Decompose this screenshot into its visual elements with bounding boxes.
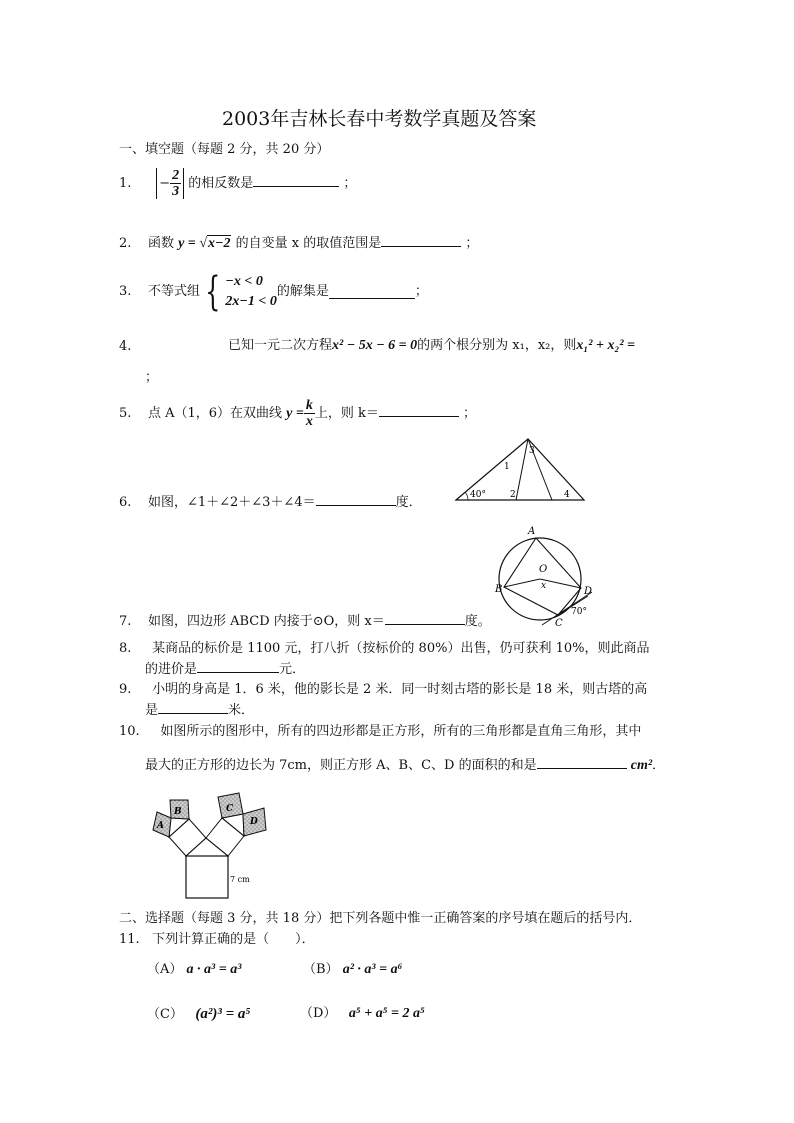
q4-pre: 已知一元二次方程 [228, 338, 333, 353]
inscribed-quadrilateral [504, 538, 581, 615]
q8-answer-blank[interactable] [197, 660, 279, 673]
q1-number: 1. [119, 176, 132, 191]
question-10 [119, 724, 641, 740]
q1-end: ； [343, 176, 357, 191]
q2-number: 2. [119, 236, 132, 251]
q11-option-A[interactable] [147, 962, 241, 978]
figure-q6-triangle [452, 436, 588, 506]
q8-line1: 某商品的标价是 1100 元，打八折（按标价的 80%）出售，仍可获利 10%，则此商品 [152, 641, 650, 656]
q6-number: 6. [119, 495, 132, 510]
q10-end: ． [652, 758, 666, 773]
q10-unit: cm² [630, 758, 653, 773]
question-4 [228, 338, 635, 354]
largest-square [186, 856, 228, 898]
question-1 [119, 168, 356, 199]
section1-header: 一、填空题（每题 2 分，共 20 分） [119, 142, 330, 157]
q8-line2-end: 元． [279, 662, 306, 677]
q10-line1: 如图所示的图形中，所有的四边形都是正方形，所有的三角形都是直角三角形，其中 [160, 724, 642, 739]
q1-absolute-value: − $\frac{2}{3}$ [156, 168, 184, 199]
q11-optD-label: （D） [300, 1006, 337, 1021]
q9-line2-end: 米． [228, 703, 255, 718]
fig7-label-D: D [584, 586, 593, 597]
figure-q10-squares [140, 790, 280, 902]
question-6 [119, 493, 422, 511]
q3-number: 3. [119, 284, 132, 299]
q3-line1: −x < 0 [225, 274, 263, 289]
page-title: 2003年吉林长春中考数学真题及答案 [222, 108, 537, 130]
q11-optA-expr: a · a³ = a³ [186, 962, 242, 977]
question-10-line2 [145, 756, 665, 774]
q4-number: 4. [119, 339, 132, 354]
q5-end: ； [463, 406, 477, 421]
q2-pre: 函数 [147, 236, 174, 251]
fig6-label-4: 4 [564, 490, 570, 500]
question-7 [119, 612, 491, 630]
figure-q7-circle [492, 522, 598, 628]
q9-line1: 小明的身高是 1．6 米，他的影长是 2 米．同一时刻古塔的影长是 18 米，则古塔的高 [152, 682, 648, 697]
question-5: 5. 点 A（1，6）在双曲线 y = $\frac{k}{x}$ 上，则 k＝ ； [119, 398, 477, 429]
q11-optA-label: （A） [147, 962, 183, 977]
q5-frac-den: x [305, 414, 313, 429]
question-9-line2 [145, 701, 254, 719]
fig10-side-label: 7 cm [230, 875, 250, 884]
q10-line2: 最大的正方形的边长为 7cm，则正方形 A、B、C、D 的面积的和是 [145, 758, 537, 773]
q11-number: 11. [119, 932, 140, 947]
fig10-label-D: D [250, 817, 258, 827]
q11-optB-label: （B） [303, 962, 339, 977]
q4-end: ； [145, 370, 159, 385]
q6-answer-blank[interactable] [316, 493, 396, 506]
fig7-label-x: x [541, 581, 547, 591]
q3-line2: 2x−1 < 0 [225, 294, 277, 309]
fig7-angle-label: 70° [571, 607, 587, 617]
q2-answer-blank[interactable] [381, 234, 461, 247]
fig7-label-B: B [495, 584, 503, 595]
fig6-label-3: 3 [529, 446, 535, 456]
q11-option-C[interactable] [147, 1006, 251, 1023]
fig6-label-1: 1 [504, 462, 510, 472]
q6-text: 如图，∠1＋∠2＋∠3＋∠4＝ [147, 495, 316, 510]
q11-option-D[interactable] [300, 1006, 425, 1022]
fig10-label-C: C [226, 804, 234, 814]
fig7-label-A: A [528, 526, 536, 537]
q8-line2-pre: 的进价是 [145, 662, 198, 677]
q3-answer-blank[interactable] [329, 286, 415, 299]
q1-frac-num: 2 [172, 168, 180, 183]
q3-end: ； [414, 284, 428, 299]
q5-frac-num: k [305, 398, 313, 413]
q2-post: 的自变量 x 的取值范围是 [235, 236, 382, 251]
fig7-label-O: O [539, 564, 548, 575]
section2-header: 二、选择题（每题 3 分，共 18 分）把下列各题中惟一正确答案的序号填在题后的括号内． [119, 911, 642, 926]
question-9 [119, 682, 647, 698]
q2-end: ； [465, 236, 479, 251]
fig10-label-A: A [157, 821, 164, 831]
q7-number: 7. [119, 614, 132, 629]
q3-system [225, 272, 276, 312]
q5-post: 上，则 k＝ [314, 406, 379, 421]
q6-end: 度． [395, 495, 422, 510]
q3-pre: 不等式组 [147, 284, 200, 299]
q5-answer-blank[interactable] [379, 404, 459, 417]
question-2: 2. 函数 y = √x−2 的自变量 x 的取值范围是 ； [119, 236, 479, 251]
q9-answer-blank[interactable] [158, 701, 228, 714]
q1-answer-blank[interactable] [253, 174, 339, 187]
q5-pre: 点 A（1，6）在双曲线 [147, 406, 283, 421]
q10-answer-blank[interactable] [537, 756, 627, 769]
fig6-angle-label: 40° [470, 490, 486, 500]
q9-line2-pre: 是 [145, 703, 159, 718]
q7-text: 如图，四边形 ABCD 内接于⊙O，则 x＝ [147, 614, 385, 629]
q3-post: 的解集是 [276, 284, 329, 299]
q7-end: 度。 [464, 614, 491, 629]
q1-text: 的相反数是 [188, 176, 254, 191]
q11-optC-label: （C） [147, 1007, 183, 1022]
q11-optB-expr: a² · a³ = a⁶ [342, 962, 403, 977]
q11-optC-expr: (a²)³ = a⁵ [195, 1006, 251, 1022]
q11-option-B[interactable] [303, 962, 402, 978]
q4-mid: 的两个根分别为 x₁，x₂，则 [417, 338, 577, 353]
q7-answer-blank[interactable] [385, 612, 465, 625]
q11-text: 下列计算正确的是（ ）． [152, 932, 315, 947]
fig10-label-B: B [174, 807, 182, 817]
question-11 [119, 932, 315, 948]
q8-number: 8. [119, 641, 132, 656]
q1-frac-den: 3 [172, 184, 180, 199]
q4-expr: x₁² + x₂² = [576, 338, 636, 353]
q9-number: 9. [119, 682, 132, 697]
fig7-label-C: C [555, 618, 563, 628]
q4-equation: x² − 5x − 6 = 0 [332, 338, 418, 353]
fig6-label-2: 2 [510, 490, 516, 500]
question-8-line2 [145, 660, 305, 678]
q11-optD-expr: a⁵ + a⁵ = 2 a⁵ [348, 1006, 425, 1021]
q5-number: 5. [119, 406, 132, 421]
question-3: 3. 不等式组 { −x < 0 2x−1 < 0 的解集是 ； [119, 269, 428, 315]
q2-expr: x−2 [207, 236, 231, 251]
question-8 [119, 641, 649, 657]
q10-number: 10. [119, 724, 140, 739]
